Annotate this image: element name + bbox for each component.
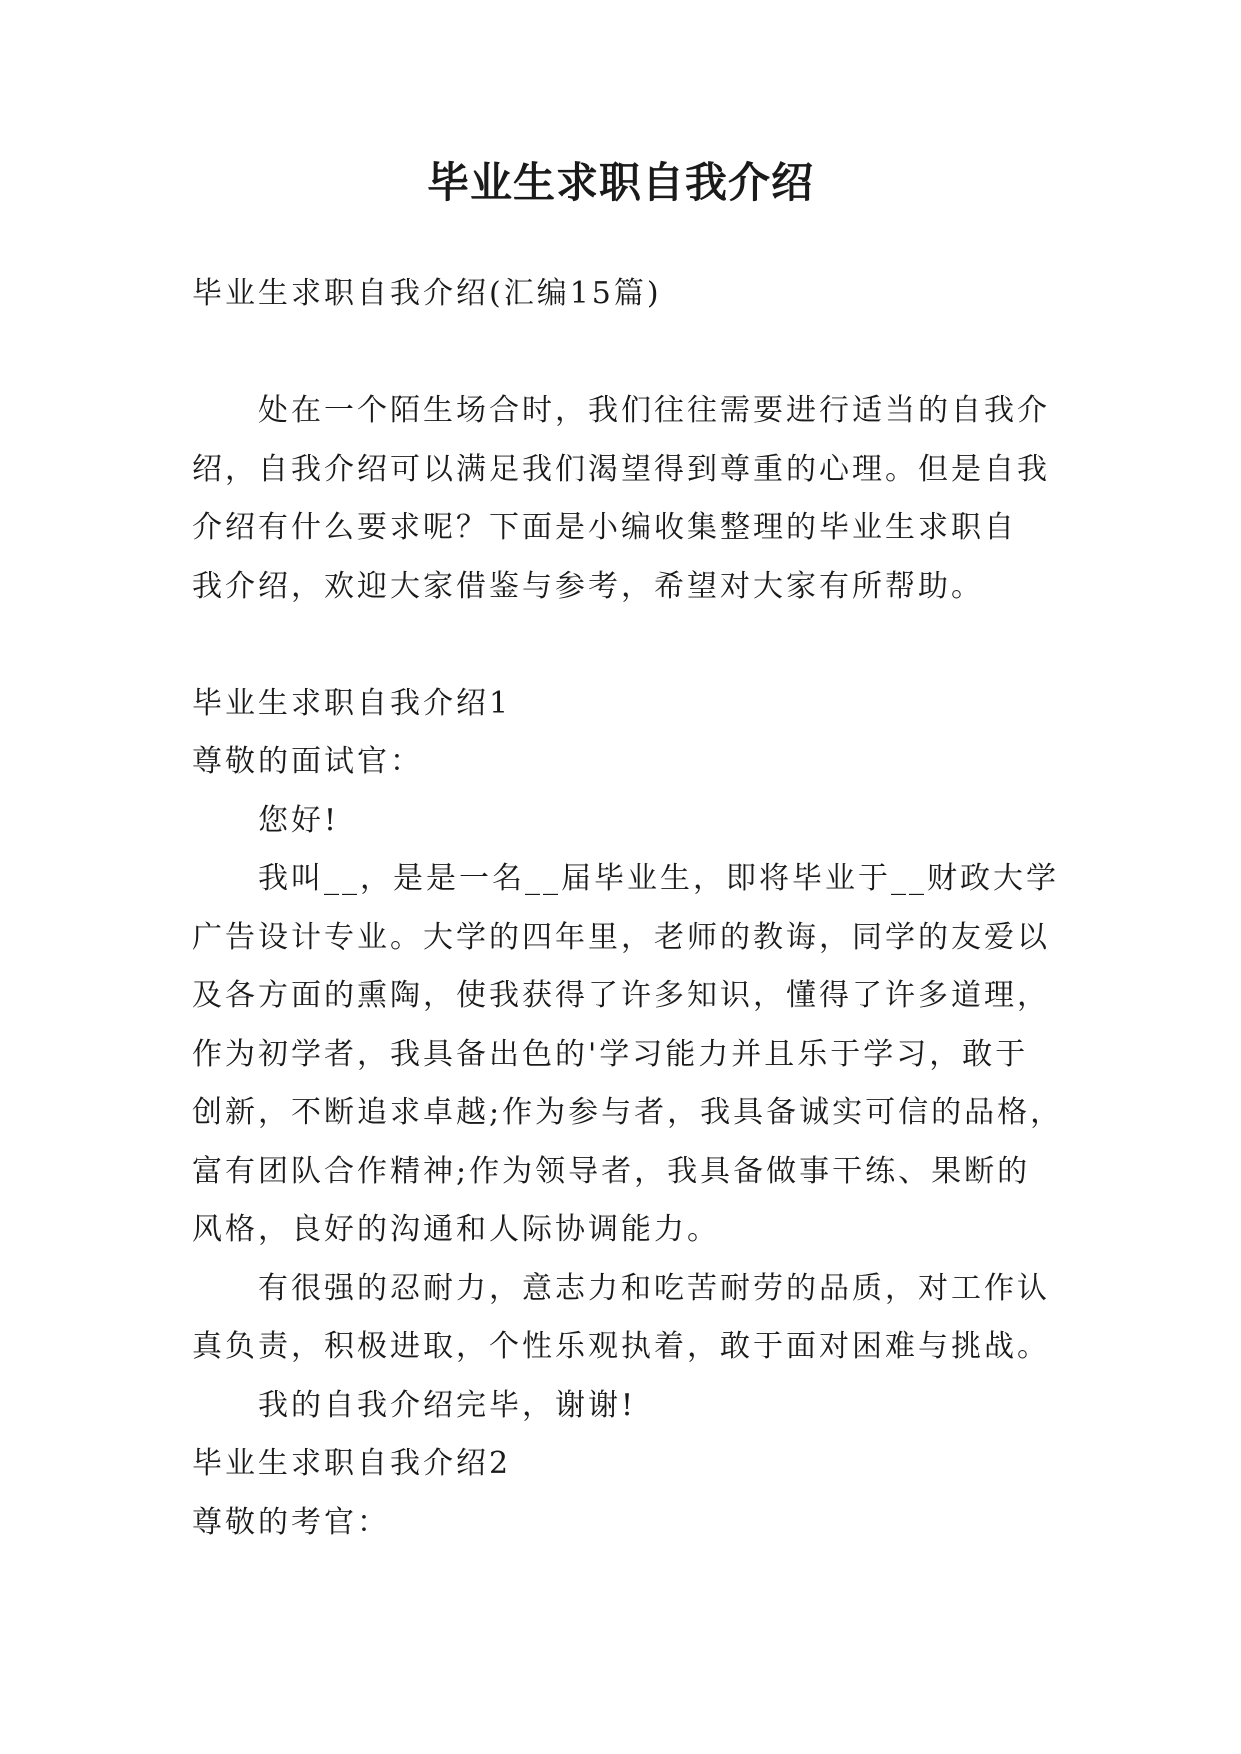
- spacer: [192, 616, 1062, 675]
- intro-line: 我介绍，欢迎大家借鉴与参考，希望对大家有所帮助。: [192, 568, 984, 604]
- paragraph-line: 及各方面的熏陶，使我获得了许多知识，懂得了许多道理，: [192, 978, 1050, 1013]
- intro-line: 处在一个陌生场合时，我们往往需要进行适当的自我介: [258, 393, 1050, 428]
- paragraph-line: 我叫__，是是一名__届毕业生，即将毕业于__财政大学: [258, 861, 1059, 896]
- paragraph-line: 广告设计专业。大学的四年里，老师的教诲，同学的友爱以: [192, 919, 1050, 955]
- paragraph-line: 风格，良好的沟通和人际协调能力。: [192, 1212, 720, 1247]
- section2-heading: 毕业生求职自我介绍2: [192, 1446, 512, 1481]
- section1-salutation: 尊敬的面试官：: [192, 744, 423, 779]
- paragraph-line: 作为初学者，我具备出色的'学习能力并且乐于学习，敢于: [192, 1036, 1029, 1072]
- paragraph-line: 真负责，积极进取，个性乐观执着，敢于面对困难与挑战。: [192, 1329, 1050, 1364]
- section1-closing: 我的自我介绍完毕，谢谢!: [258, 1387, 637, 1423]
- section1-greeting: 您好!: [258, 802, 340, 838]
- spacer: [192, 324, 1062, 383]
- section2-salutation: 尊敬的考官：: [192, 1504, 390, 1540]
- intro-line: 介绍有什么要求呢？下面是小编收集整理的毕业生求职自: [192, 510, 1017, 545]
- paragraph-line: 富有团队合作精神;作为领导者，我具备做事干练、果断的: [192, 1153, 1031, 1189]
- document-subtitle: 毕业生求职自我介绍(汇编15篇): [192, 276, 662, 311]
- paragraph-line: 有很强的忍耐力，意志力和吃苦耐劳的品质，对工作认: [258, 1270, 1050, 1306]
- section1-heading: 毕业生求职自我介绍1: [192, 685, 512, 721]
- document-body: [192, 265, 1062, 1552]
- document-title: 毕业生求职自我介绍: [426, 158, 814, 207]
- paragraph-line: 创新，不断追求卓越;作为参与者，我具备诚实可信的品格，: [192, 1095, 1064, 1130]
- intro-line: 绍，自我介绍可以满足我们渴望得到尊重的心理。但是自我: [192, 451, 1050, 487]
